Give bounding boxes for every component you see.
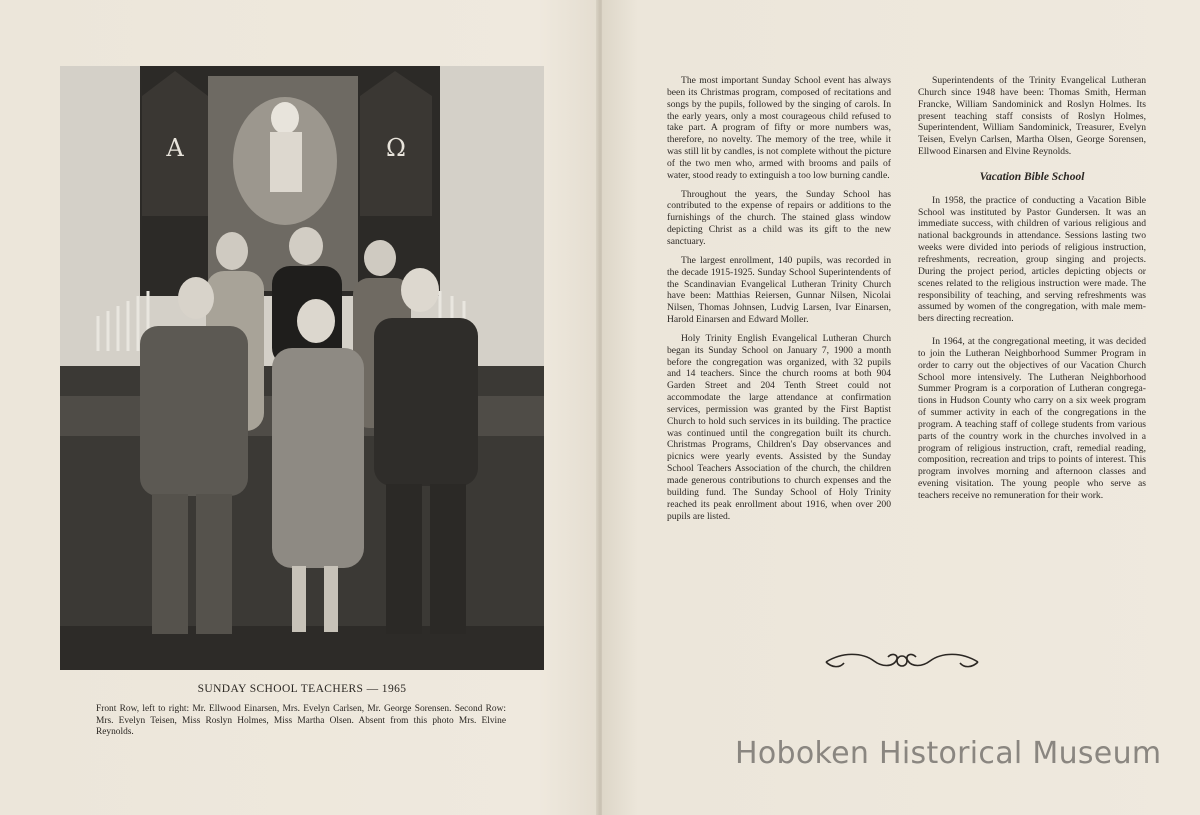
paragraph-contributions: Throughout the years, the Sunday School has contributed to the expense of repairs or additions to the furnishings of the church. The stained glass window depicting Christ as a child was its gift to the new sanctuary. (667, 188, 891, 247)
text-column-right (918, 75, 1146, 509)
left-page (0, 0, 598, 815)
section-heading-vbs: Vacation Bible School (979, 170, 1085, 183)
omega-letter: Ω (386, 134, 406, 162)
alpha-letter: A (166, 134, 184, 162)
paragraph-holy-trinity: Holy Trinity English Evangelical Lutheran Church began its Sunday School on January 7, 1900 a month before the congregation was organized, with 32 pupils and 14 teachers. Since the church rooms at both 904 Garden Street and 204 Tenth Street could not accommodate the large attendance at confirmation services, permission was granted by the First Baptist Church to hold such services in its building. The practice was continued until the congregation built its church. Christmas Programs, Children's Day observances and picnics were yearly events. Assisted by the Sunday School Teachers Association of the church, the children made generous contributions to church expenses and the building fund. The Sunday School of Holy Trinity reached its peak enrollment about 1916, when over 200 pupils are listed. (667, 332, 891, 522)
photo-caption-body: Front Row, left to right: Mr. Ellwood Einarsen, Mrs. Evelyn Carlsen, Mr. George Sorensen. Second Row: Mrs. Evelyn Teisen, Miss Roslyn Holmes, Miss Martha Olsen. Absent from this photo Mrs. Elvine Reynolds. (96, 704, 506, 738)
museum-watermark: Hoboken Historical Museum (735, 736, 1162, 771)
paragraph-christmas-program: The most important Sunday School event has always been its Christmas program, composed of recitations and songs by the pupils, followed by the singing of carols. In the early years, only a most courageous child refused to take part. A program of fifty or more numbers was, therefore, no novelty. The memory of the tree, while it was still lit by candles, is not complete without the picture of the two men who, armed with brooms and pails of water, stood ready to extinguish a too low burning candle. (667, 75, 891, 181)
paragraph-superintendents: Superintendents of the Trinity Evangelical Lutheran Church since 1948 have been: Thomas Smith, Herman Francke, William Sandominick and Roslyn Holmes. Its present teaching staff consists of Roslyn Holmes, Superintendent, William Sandominick, Treasurer, Evelyn Teisen, Evelyn Carlsen, Martha Olsen, George Sorensen, Ellwood Einarsen and Elvine Reynolds. (918, 75, 1146, 158)
photo-caption-title: SUNDAY SCHOOL TEACHERS — 1965 (197, 683, 407, 695)
paragraph-enrollment: The largest enrollment, 140 pupils, was recorded in the decade 1915-1925. Sunday School Superintendents of the Scandinavian Evangelical Lutheran Trinity Church have been: Matthias Reiersen, Gunnar Nilsen, Nicolai Nilsen, Thomas Johnsen, Ludvig Larsen, Ivar Einarsen, Harold Einarsen and Edward Moller. (667, 254, 891, 326)
teachers-photo (60, 66, 544, 670)
text-column-left (667, 75, 891, 529)
paragraph-vbs-1964: In 1964, at the congregational meeting, it was decided to join the Lutheran Neighborhood Summer Program in order to carry out the objectives of our Vacation Church School more intensively. The Lutheran Neighborhood Summer Program is a corporation of Lutheran congregations in Hudson County who carry on a six week program of summer activity in each of the congregations in the program. A teaching staff of college students from various parts of the country work in the churches involved in a program of religious instruction, craft, remedial reading, composition, recreation and trips to points of interest. This program involves morning and afternoon classes and evening visitation. The young people who serve as teachers receive no remuneration for their work. (918, 336, 1146, 501)
paragraph-vbs-1958: In 1958, the practice of conducting a Vacation Bible School was instituted by Pastor Gundersen. It was an immediate success, with children of various religious and national backgrounds in attendance. Sessions lasting two weeks were divided into periods of religious instruction, refreshments, recreation, group singing and projects. During the project period, articles depicting objects or scenes related to the religious instruction were made. The responsibility of teaching, and serving refreshments was assumed by women of the congregation, with male members directing recreation. (918, 194, 1146, 325)
decorative-flourish-icon (822, 648, 982, 679)
